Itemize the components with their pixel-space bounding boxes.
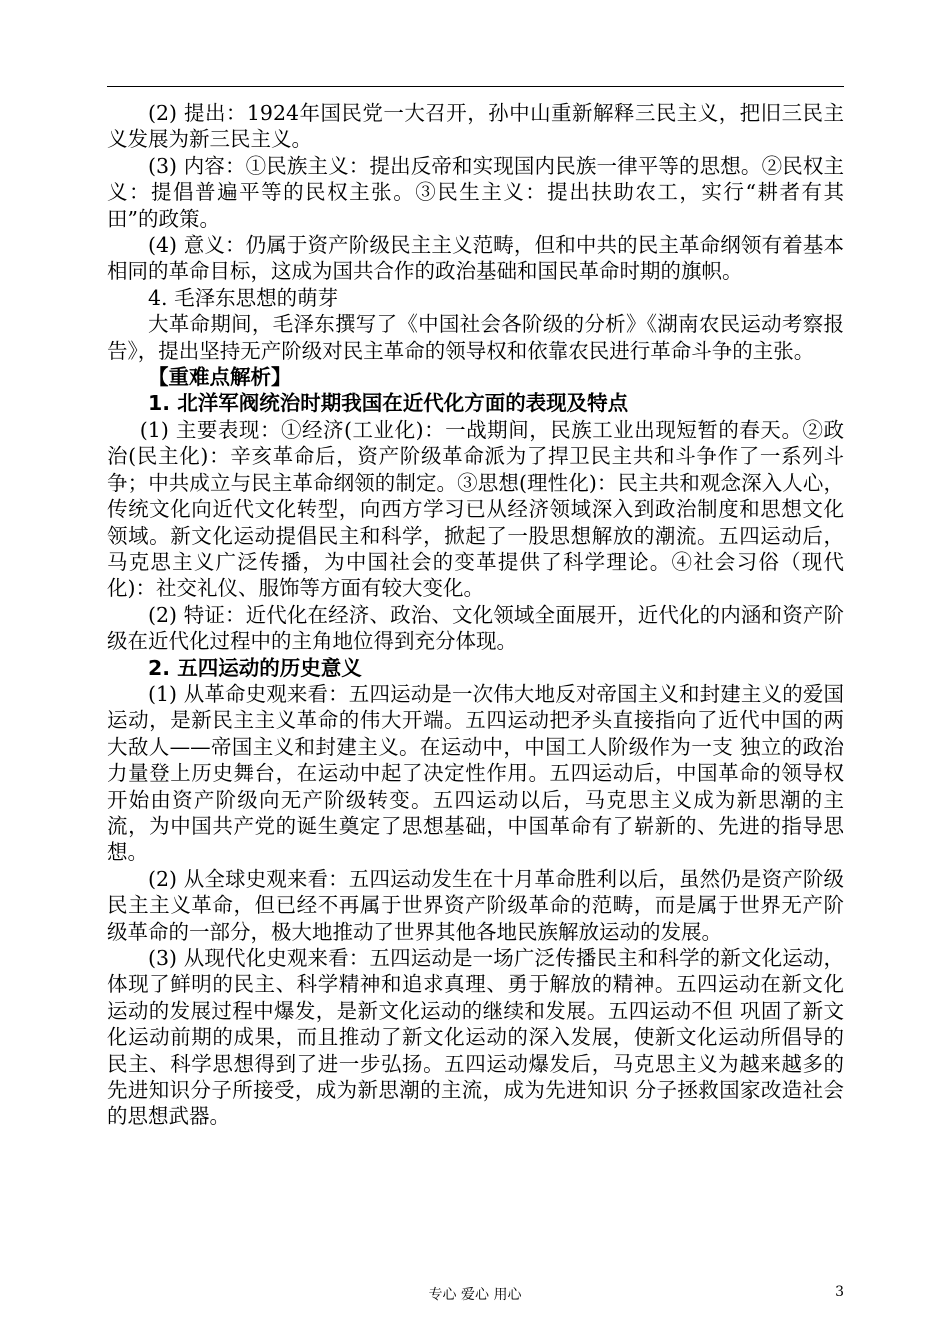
header-rule xyxy=(107,86,844,87)
footer-motto: 专心 爱心 用心 xyxy=(428,1287,522,1303)
paragraph: (1) 主要表现：①经济(工业化)：一战期间，民族工业出现短暂的春天。②政治(民主化)：辛亥革命后，资产阶级革命派为了捍卫民主共和斗争作了一系列斗争；中共成立与民主革命纲领的制定。③思想(理性化)：民主共和观念深入人心，传统文化向近代文化转型，向西方学习已从经济领域深入到政治制度和思想文化领域。新文化运动提倡民主和科学，掀起了一股思想解放的潮流。五四运动后，马克思主义广泛传播，为中国社会的变革提供了科学理论。④社会习俗（现代化)：社交礼仪、服饰等方面有较大变化。 xyxy=(107,417,844,601)
section-heading: 2. 五四运动的历史意义 xyxy=(148,655,362,680)
document-body xyxy=(107,100,844,1130)
paragraph: (1) 从革命史观来看：五四运动是一次伟大地反对帝国主义和封建主义的爱国运动，是新民主主义革命的伟大开端。五四运动把矛头直接指向了近代中国的两大敌人——帝国主义和封建主义。在运动中，中国工人阶级作为一支 独立的政治力量登上历史舞台，在运动中起了决定性作用。五四运动后，中国革命的领导权开始由资产阶级向无产阶级转变。五四运动以后，马克思主义成为新思潮的主流，为中国共产党的诞生奠定了思想基础，中国革命有了崭新的、先进的指导思想。 xyxy=(107,681,844,865)
section-heading: 1. 北洋军阀统治时期我国在近代化方面的表现及特点 xyxy=(148,391,629,416)
paragraph: 大革命期间，毛泽东撰写了《中国社会各阶级的分析》《湖南农民运动考察报告》，提出坚持无产阶级对民主革命的领导权和依靠农民进行革命斗争的主张。 xyxy=(107,312,844,363)
page-number: 3 xyxy=(835,1284,844,1300)
paragraph: (2) 从全球史观来看：五四运动发生在十月革命胜利以后，虽然仍是资产阶级民主主义革命，但已经不再属于世界资产阶级革命的范畴，而是属于世界无产阶级革命的一部分，极大地推动了世界其他各地民族解放运动的发展。 xyxy=(107,866,844,944)
paragraph: (3) 内容：①民族主义：提出反帝和实现国内民族一律平等的思想。②民权主义：提倡普遍平等的民权主张。③民生主义：提出扶助农工，实行“耕者有其田”的政策。 xyxy=(107,153,844,231)
paragraph: (4) 意义：仍属于资产阶级民主主义范畴，但和中共的民主革命纲领有着基本相同的革命目标，这成为国共合作的政治基础和国民革命时期的旗帜。 xyxy=(107,233,844,284)
section-heading: 【重难点解析】 xyxy=(148,365,292,390)
paragraph: (2) 特证：近代化在经济、政治、文化领域全面展开，近代化的内涵和资产阶级在近代化过程中的主角地位得到充分体现。 xyxy=(107,602,844,654)
paragraph: (3) 从现代化史观来看：五四运动是一场广泛传播民主和科学的新文化运动，体现了鲜明的民主、科学精神和追求真理、勇于解放的精神。五四运动在新文化运动的发展过程中爆发，是新文化运动的继续和发展。五四运动不但 巩固了新文化运动前期的成果，而且推动了新文化运动的深入发展，使新文化运动所倡导的民主、科学思想得到了进一步弘扬。五四运动爆发后，马克思主义为越来越多的先进知识分子所接受，成为新思潮的主流，成为先进知识 分子拯救国家改造社会的思想武器。 xyxy=(107,946,844,1129)
section-heading: 4. 毛泽东思想的萌芽 xyxy=(148,285,339,310)
paragraph: (2) 提出：1924年国民党一大召开，孙中山重新解释三民主义，把旧三民主义发展为新三民主义。 xyxy=(107,101,844,152)
